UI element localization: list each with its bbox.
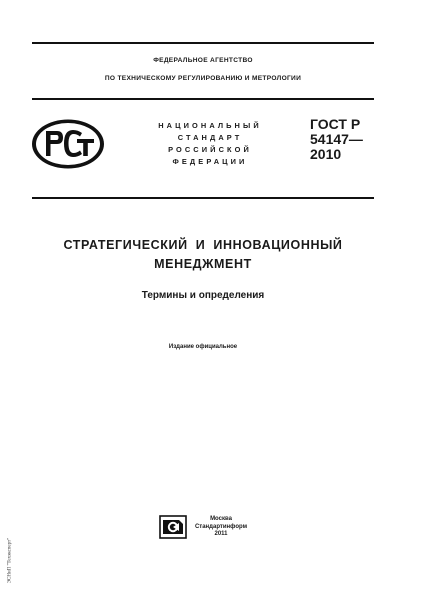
designation-line2: 54147— <box>310 131 363 147</box>
designation-line1: ГОСТ Р <box>310 116 361 132</box>
document-title-line2: МЕНЕДЖМЕНТ <box>154 257 252 271</box>
document-title-line1: СТРАТЕГИЧЕСКИЙ И ИННОВАЦИОННЫЙ <box>63 238 343 252</box>
standartinform-logo-icon <box>159 515 187 539</box>
publisher-city: Москва <box>210 516 232 522</box>
standard-designation <box>310 117 363 162</box>
standard-type-line3: РОССИЙСКОЙ <box>168 145 252 154</box>
standard-type-block <box>140 120 280 168</box>
rst-certification-mark-icon <box>30 118 106 170</box>
standard-type-line2: СТАНДАРТ <box>177 133 243 142</box>
publisher-info <box>190 516 252 539</box>
agency-name-line1: ФЕДЕРАЛЬНОЕ АГЕНТСТВО <box>153 57 253 64</box>
designation-line3: 2010 <box>310 146 342 162</box>
standard-type-line1: НАЦИОНАЛЬНЫЙ <box>158 121 262 130</box>
side-stamp-text: ЭСНиП "Техэксперт" <box>7 537 13 584</box>
document-subtitle: Термины и определения <box>141 290 265 301</box>
publisher-year: 2011 <box>214 531 228 537</box>
top-rule <box>32 42 374 44</box>
standard-type-line4: ФЕДЕРАЦИИ <box>172 157 248 166</box>
publisher-name: Стандартинформ <box>194 523 248 530</box>
edition-note: Издание официальное <box>168 344 238 350</box>
agency-name-line2: ПО ТЕХНИЧЕСКОМУ РЕГУЛИРОВАНИЮ И МЕТРОЛОГИИ <box>104 75 302 82</box>
upper-divider-rule <box>32 98 374 100</box>
lower-divider-rule <box>32 197 374 199</box>
